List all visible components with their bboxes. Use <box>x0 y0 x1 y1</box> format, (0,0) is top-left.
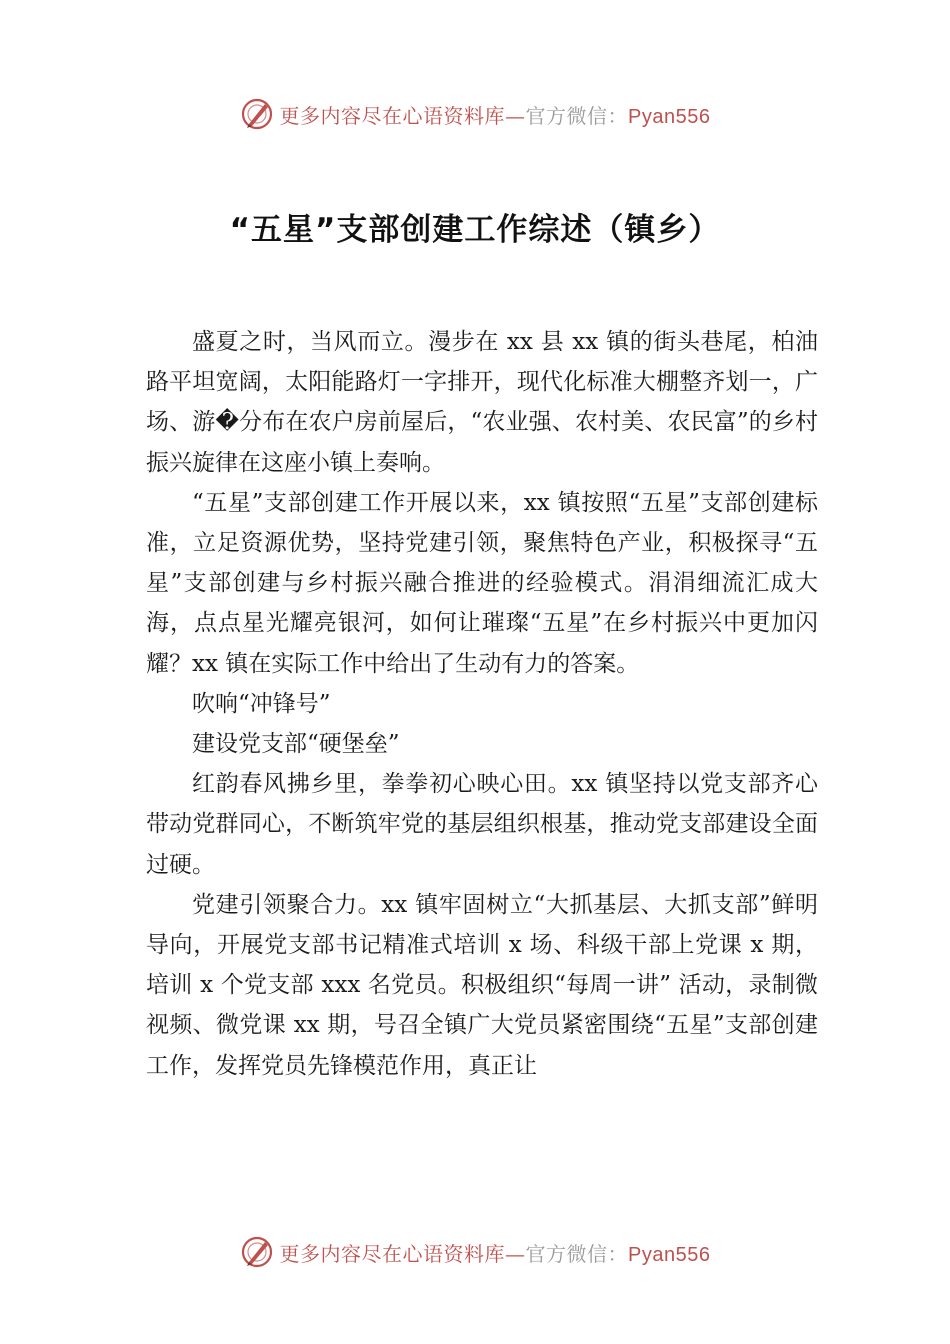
paragraph: 盛夏之时，当风而立。漫步在 xx 县 xx 镇的街头巷尾，柏油路平坦宽阔，太阳能路灯一字排开，现代化标准大棚整齐划一，广场、游�分布在农户房前屋后，“农业强、农村美、农民富”的乡村振兴旋律在这座小镇上奏响。 <box>146 329 818 476</box>
banner-text: 更多内容尽在心语资料库—官方微信：Pyan556 <box>279 1241 711 1266</box>
document-title: “五星”支部创建工作综述（镇乡） <box>229 212 721 248</box>
paragraph: 红韵春风拂乡里，拳拳初心映心田。xx 镇坚持以党支部齐心带动党群同心，不断筑牢党的基层组织根基，推动党支部建设全面过硬。 <box>146 771 818 878</box>
paragraph: 党建引领聚合力。xx 镇牢固树立“大抓基层、大抓支部”鲜明导向，开展党支部书记精准式培训 x 场、科级干部上党课 x 期，培训 x 个党支部 xxx 名党员。积极组织“每周一讲” 活动，录制微视频、微党课 xx 期，号召全镇广大党员紧密围绕“五星”支部创建工作，发挥党员先锋模范作用，真正让 <box>146 891 818 1079</box>
section-heading: 建设党支部“硬堡垒” <box>192 731 400 758</box>
footer-banner <box>0 1232 950 1272</box>
banner-text: 更多内容尽在心语资料库—官方微信：Pyan556 <box>279 103 711 128</box>
pen-logo-icon <box>240 97 274 131</box>
document-body <box>146 322 818 1086</box>
paragraph: “五星”支部创建工作开展以来，xx 镇按照“五星”支部创建标准，立足资源优势，坚持党建引领，聚焦特色产业，积极探寻“五星”支部创建与乡村振兴融合推进的经验模式。涓涓细流汇成大海，点点星光耀亮银河，如何让璀璨“五星”在乡村振兴中更加闪耀？xx 镇在实际工作中给出了生动有力的答案。 <box>146 489 818 677</box>
header-banner <box>0 94 950 134</box>
section-heading: 吹响“冲锋号” <box>192 690 331 717</box>
pen-logo-icon <box>240 1235 274 1269</box>
